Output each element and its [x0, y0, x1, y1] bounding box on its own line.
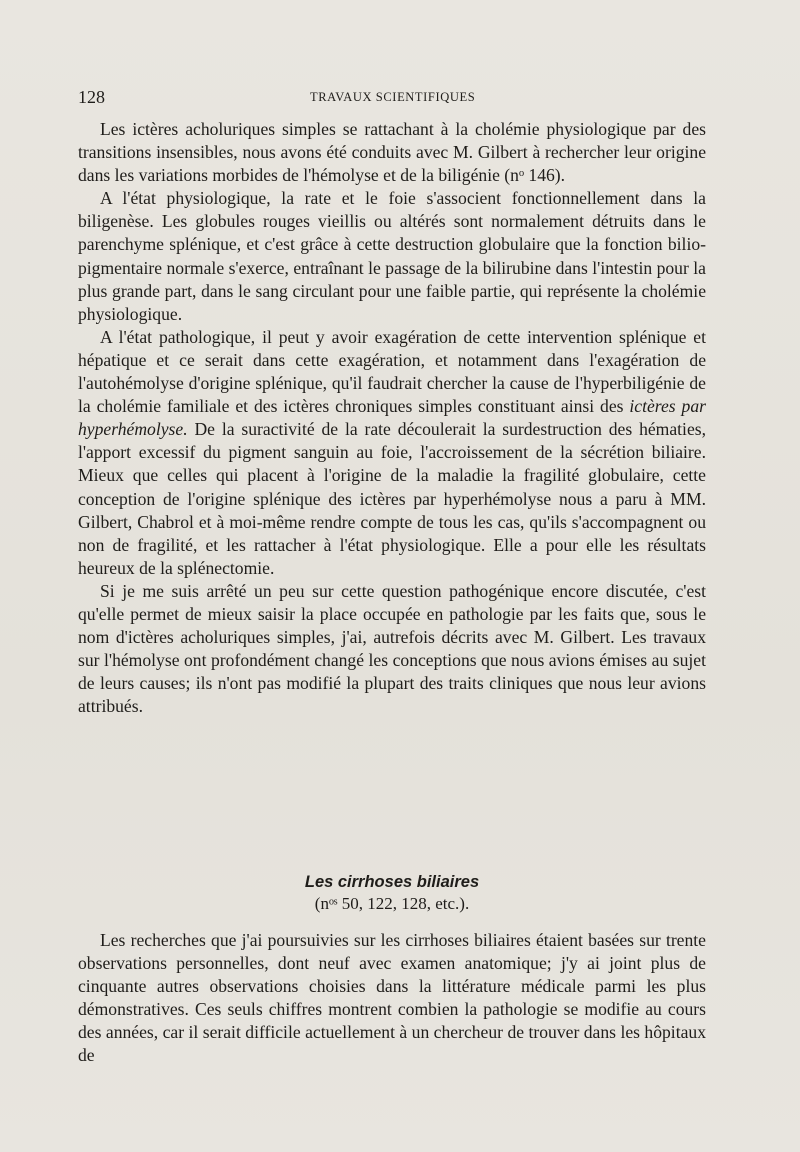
paragraph-3-emphasis: ictères par hyperhémolyse. [78, 396, 706, 440]
running-head [78, 86, 708, 108]
section-references: (nᵒˢ 50, 122, 128, etc.). [314, 894, 470, 913]
paragraph-3-text-b: De la suractivité de la rate découlerait la surdestruction des hématies, l'apport excessif du pigment sanguin au foie, l'accroissement de la sécrétion biliaire. Mieux que celles qui placent à l'origine de la maladie la fragilité globulaire, cette conception de l'origine splénique des ictères par hyperhémolyse nous a paru à MM. Gilbert, Chabrol et à moi-même rendre compte de tous les cas, qu'ils s'accompagnent ou non de fragilité, et les rattacher à l'état physiologique. Elle a pour elle les résultats heureux de la splénectomie. [78, 419, 706, 578]
body-text [78, 118, 706, 718]
paragraph-2: A l'état physiologique, la rate et le foie s'associent fonctionnellement dans la biligenèse. Les globules rouges vieillis ou altérés sont normalement détruits dans le parenchyme splénique, et c'est grâce à cette destruction globulaire que la fonction bilio-pigmentaire normale s'exerce, entraînant le passage de la bilirubine dans l'intestin pour la plus grande part, dans le sang circulant pour une faible partie, qui représente la cholémie physiologique. [78, 188, 706, 324]
paragraph-5: Les recherches que j'ai poursuivies sur les cirrhoses biliaires étaient basées sur trente observations personnelles, dont neuf avec examen anatomique; j'y ai joint plus de cinquante autres observations choisies dans la littérature médicale parmi les plus démonstratives. Ces seuls chiffres montrent combien la pathologie se modifie au cours des années, car il serait difficile actuellement à un chercheur de trouver dans les hôpitaux de [78, 930, 706, 1066]
page-number: 128 [78, 87, 105, 107]
section-title: Les cirrhoses biliaires [304, 873, 480, 891]
paragraph-3 [78, 326, 706, 580]
paragraph-3-text-a: A l'état pathologique, il peut y avoir exagération de cette intervention splénique et hépatique et ce serait dans cette exagération, et notamment dans l'exagération de l'autohémolyse d'origine splénique, qu'il faudrait chercher la cause de l'hyperbiligénie de la cholémie familiale et des ictères chroniques simples constituant ainsi des [78, 326, 706, 417]
running-title: TRAVAUX SCIENTIFIQUES [310, 90, 476, 104]
body-text-continued [78, 929, 706, 1068]
paragraph-1: Les ictères acholuriques simples se rattachant à la cholémie physiologique par des transitions insensibles, nous avons été conduits avec M. Gilbert à rechercher leur origine dans les variations morbides de l'hémolyse et de la biligénie (nᵒ 146). [78, 119, 706, 186]
paragraph-4: Si je me suis arrêté un peu sur cette question pathogénique encore discutée, c'est qu'elle permet de mieux saisir la place occupée en pathologie par les faits que, sous le nom d'ictères acholuriques simples, j'ai, autrefois décrits avec M. Gilbert. Les travaux sur l'hémolyse ont profondément changé les conceptions que nous avions émises au sujet de leurs causes; ils n'ont pas modifié la plupart des traits cliniques que nous leur avions attribués. [78, 580, 706, 717]
section-heading [78, 871, 706, 915]
